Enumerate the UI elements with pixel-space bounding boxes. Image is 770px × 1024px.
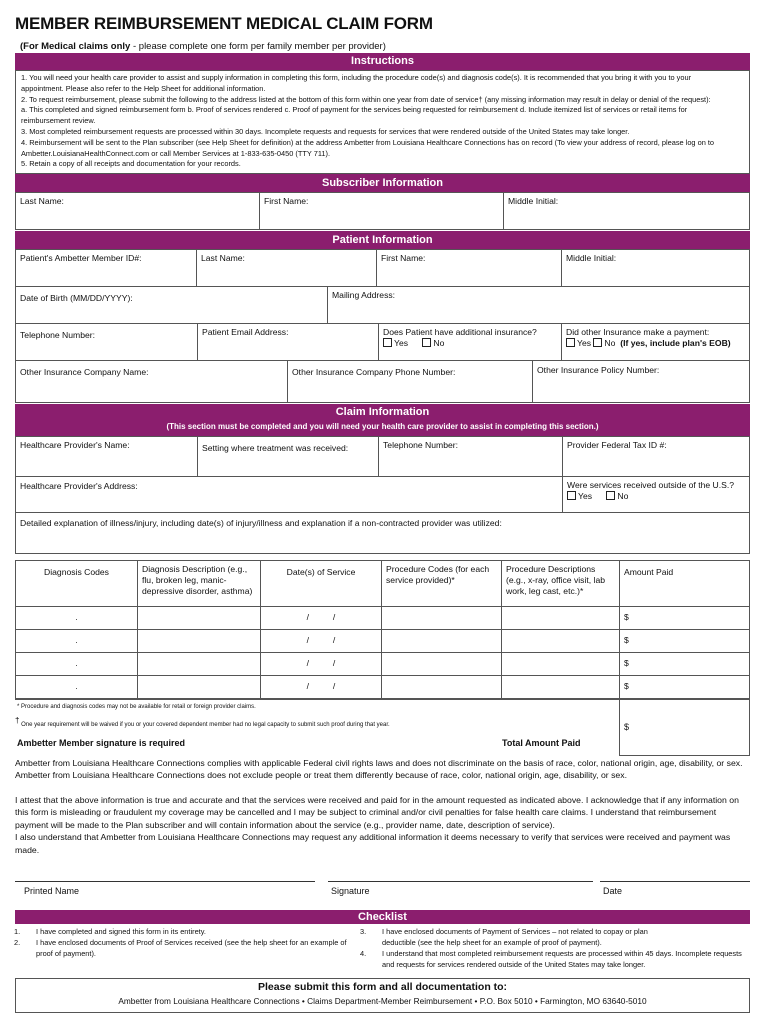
yes-checkbox[interactable] <box>567 491 576 500</box>
instruction-line: 1. You will need your health care provider to assist and supply information in completing this form, including the procedure code(s) and diagnosis code(s). It is recommended that you bring it with you to your <box>21 73 692 82</box>
if-yes-note: (If yes, include plan's EOB) <box>620 338 731 348</box>
other-insurance-company-field[interactable] <box>15 360 288 403</box>
label: Telephone Number: <box>20 330 96 340</box>
patient-mailing-address-field[interactable] <box>327 286 750 324</box>
printed-name-label: Printed Name <box>24 886 80 896</box>
submission-address: Ambetter from Louisiana Healthcare Connections • Claims Department-Member Reimbursement • P.O. Box 5010 • Farmington, MO 63640-5010 <box>118 996 647 1006</box>
table-cell[interactable]: . <box>15 675 138 699</box>
label: Does Patient have additional insurance? <box>383 327 537 337</box>
label: Healthcare Provider's Name: <box>20 440 130 450</box>
total-amount-label: Total Amount Paid <box>502 738 581 748</box>
footnote-procedure-codes: * Procedure and diagnosis codes may not be available for retail or foreign provider claims. <box>17 704 256 710</box>
checklist-num: 1. <box>14 927 21 936</box>
patient-first-name-field[interactable] <box>376 249 562 287</box>
checklist-num: 3. <box>360 927 367 936</box>
label: Setting where treatment was received: <box>202 443 349 453</box>
instructions-box <box>15 70 750 174</box>
footnote-one-year: One year requirement will be waived if you or your covered dependent member had no legal capacity to submit such proof during that year. <box>21 722 390 728</box>
attestation-line: payment will be made to the Plan subscriber and will contain information about the service (e.g., provider name, date, description of service). <box>15 819 555 830</box>
total-amount-field[interactable] <box>619 699 750 756</box>
yes-checkbox[interactable] <box>383 338 392 347</box>
yes-label: Yes <box>394 338 409 348</box>
provider-name-field[interactable] <box>15 436 198 477</box>
no-label: No <box>433 338 445 348</box>
table-cell[interactable] <box>501 675 620 699</box>
signature-required-note: Ambetter Member signature is required <box>17 738 186 748</box>
illness-explanation-field[interactable] <box>15 512 750 554</box>
label: Other Insurance Policy Number: <box>537 365 660 375</box>
checklist-item: I have enclosed documents of Payment of Services – not related to copay or plan deductible (see the help sheet for an example of proof of payment). <box>382 927 648 947</box>
no-label: No <box>604 338 616 348</box>
patient-middle-initial-field[interactable] <box>561 249 750 287</box>
no-label: No <box>617 491 629 501</box>
table-cell[interactable]: / / <box>260 606 382 630</box>
label: Detailed explanation of illness/injury, including date(s) of injury/illness and explanation if a non-contracted provider was utilized: <box>20 518 502 528</box>
label: Middle Initial: <box>508 196 559 206</box>
table-cell[interactable] <box>501 606 620 630</box>
subtitle-rest: - please complete one form per family member per provider) <box>130 41 386 52</box>
claim-title: Claim Information <box>335 406 430 418</box>
submission-box <box>15 978 750 1013</box>
civil-rights-notice <box>15 757 755 782</box>
table-cell[interactable] <box>137 675 261 699</box>
patient-last-name-field[interactable] <box>196 249 377 287</box>
instruction-line: a. This completed and signed reimbursement form b. Proof of services rendered c. Proof of payment for the services being requested for reimbursement d. Include itemized list of services or retail items for <box>21 105 688 115</box>
label: Mailing Address: <box>332 290 396 300</box>
attestation-line: I attest that the above information is true and accurate and that the services were received and paid for in the amount requested as indicated above. I acknowledge that if any information on <box>15 795 739 805</box>
instruction-line: 4. Reimbursement will be sent to the Plan subscriber (see Help Sheet for definition) at the address Ambetter from Louisiana Healthcare Connections has on record (To view your address of record, please log on to <box>21 137 715 147</box>
patient-header: Patient Information <box>15 231 750 249</box>
table-cell[interactable]: . <box>15 629 138 653</box>
label: Other Insurance Company Phone Number: <box>292 367 456 377</box>
attestation-line: I also understand that Ambetter from Louisiana Healthcare Connections may request any additional information it deems necessary to verify that services were received and payment was <box>15 832 731 843</box>
th-procedure-descriptions: Procedure Descriptions (e.g., x-ray, office visit, lab work, leg cast, etc.)* <box>501 560 620 607</box>
th-amount-paid: Amount Paid <box>619 560 750 607</box>
label: Patient's Ambetter Member ID#: <box>20 253 142 263</box>
checklist-item: I understand that most completed reimbursement requests are processed within 45 days. Incomplete requests and requests for services rendered outside of the United States may take longer. <box>382 949 742 969</box>
instruction-line: Ambetter.LouisianaHealthConnect.com or call Member Services at 1-833-635-0450 (TTY 711). <box>21 148 331 158</box>
table-cell[interactable] <box>381 629 502 653</box>
checklist-right <box>360 926 750 970</box>
table-cell[interactable] <box>137 629 261 653</box>
th-dates-of-service: Date(s) of Service <box>260 560 382 607</box>
signature-label: Signature <box>331 886 370 896</box>
instruction-line: 2. To request reimbursement, please submit the following to the address listed at the bottom of this form within one year from date of service† (any missing information may result in delay or denial of the request): <box>21 94 711 104</box>
footnote-dagger: † <box>15 716 20 725</box>
table-cell[interactable] <box>381 652 502 676</box>
attestation <box>15 794 755 856</box>
table-cell[interactable]: $ <box>619 675 750 699</box>
table-cell[interactable]: $ <box>619 629 750 653</box>
label: Telephone Number: <box>383 440 459 450</box>
checklist-left <box>14 926 359 959</box>
attestation-line: this form is misleading or fraudulent my coverage may be cancelled and I may be subject to criminal and/or civil penalties for false health care claims. I understand that reimbursement <box>15 807 717 818</box>
table-cell[interactable]: $ <box>619 652 750 676</box>
table-cell[interactable]: / / <box>260 629 382 653</box>
treatment-setting-field[interactable] <box>197 436 379 477</box>
table-cell[interactable] <box>501 652 620 676</box>
subscriber-first-name-field[interactable] <box>259 192 504 230</box>
subtitle-bold: (For Medical claims only <box>20 41 131 52</box>
checklist-num: 4. <box>360 949 367 958</box>
no-checkbox[interactable] <box>606 491 615 500</box>
subscriber-last-name-field[interactable] <box>15 192 260 230</box>
yes-label: Yes <box>578 491 593 501</box>
no-checkbox[interactable] <box>593 338 602 347</box>
patient-telephone-field[interactable] <box>15 323 198 361</box>
claim-header <box>15 404 750 436</box>
instruction-line: reimbursement review. <box>21 116 96 126</box>
label: Other Insurance Company Name: <box>20 367 149 377</box>
label: Last Name: <box>201 253 245 263</box>
label: Middle Initial: <box>566 253 617 263</box>
table-cell[interactable] <box>381 675 502 699</box>
label: Were services received outside of the U.S.? <box>567 480 735 490</box>
checklist-item: I have enclosed documents of Proof of Services received (see the help sheet for an example of proof of payment). <box>36 938 347 958</box>
dollar-sign: $ <box>624 722 630 732</box>
provider-tax-id-field[interactable] <box>562 436 750 477</box>
no-checkbox[interactable] <box>422 338 431 347</box>
form-subtitle <box>20 41 386 52</box>
other-insurance-phone-field[interactable] <box>287 360 533 403</box>
table-cell[interactable]: . <box>15 606 138 630</box>
checklist-num: 2. <box>14 938 21 947</box>
table-cell[interactable] <box>381 606 502 630</box>
civil-rights-line: Ambetter from Louisiana Healthcare Connections complies with applicable Federal civil rights laws and does not discriminate on the basis of race, color, national origin, age, disability, or sex. <box>15 758 743 768</box>
attestation-line: made. <box>15 844 40 855</box>
table-cell[interactable]: . <box>15 652 138 676</box>
provider-telephone-field[interactable] <box>378 436 563 477</box>
form-title: MEMBER REIMBURSEMENT MEDICAL CLAIM FORM <box>15 14 433 33</box>
date-label: Date <box>603 886 623 896</box>
other-insurance-policy-field[interactable] <box>532 360 750 403</box>
label: Healthcare Provider's Address: <box>20 481 138 491</box>
civil-rights-line: Ambetter from Louisiana Healthcare Connections does not exclude people or treat them differently because of race, color, national origin, age, disability, or sex. <box>15 770 628 781</box>
claim-subtitle: (This section must be completed and you will need your health care provider to assist in completing this section.) <box>166 422 599 431</box>
th-procedure-codes: Procedure Codes (for each service provided)* <box>381 560 502 607</box>
table-cell[interactable] <box>137 606 261 630</box>
table-cell[interactable] <box>137 652 261 676</box>
th-diagnosis-codes: Diagnosis Codes <box>15 560 138 607</box>
table-cell[interactable]: / / <box>260 652 382 676</box>
th-diagnosis-description: Diagnosis Description (e.g., flu, broken leg, manic-depressive disorder, asthma) <box>137 560 261 607</box>
patient-member-id-field[interactable] <box>15 249 197 287</box>
checklist-item: I have completed and signed this form in its entirety. <box>36 927 206 936</box>
instruction-line: 3. Most completed reimbursement requests are processed within 30 days. Incomplete requests and requests for services that were rendered outside of the United States may take longer. <box>21 126 630 136</box>
patient-dob-field[interactable] <box>15 286 328 324</box>
other-insurance-payment-question <box>561 323 750 361</box>
outside-us-question <box>562 476 750 513</box>
date-line[interactable] <box>600 881 750 882</box>
label: Provider Federal Tax ID #: <box>567 440 667 450</box>
label: Did other Insurance make a payment: <box>566 327 710 337</box>
table-cell[interactable]: / / <box>260 675 382 699</box>
printed-name-line[interactable] <box>15 881 315 882</box>
signature-line[interactable] <box>328 881 593 882</box>
additional-insurance-question <box>378 323 562 361</box>
table-cell[interactable]: $ <box>619 606 750 630</box>
table-cell[interactable] <box>501 629 620 653</box>
provider-address-field[interactable] <box>15 476 563 513</box>
checklist-header: Checklist <box>15 910 750 924</box>
yes-checkbox[interactable] <box>566 338 575 347</box>
submission-title: Please submit this form and all documentation to: <box>257 981 508 993</box>
instruction-line: appointment. Please also refer to the Help Sheet for additional information. <box>21 83 266 93</box>
label: Patient Email Address: <box>202 327 289 337</box>
label: Last Name: <box>20 196 64 206</box>
label: First Name: <box>381 253 426 263</box>
subscriber-header: Subscriber Information <box>15 174 750 192</box>
subscriber-middle-initial-field[interactable] <box>503 192 750 230</box>
patient-email-field[interactable] <box>197 323 379 361</box>
label: First Name: <box>264 196 309 206</box>
label: Date of Birth (MM/DD/YYYY): <box>20 293 133 303</box>
yes-label: Yes <box>577 338 592 348</box>
instruction-line: 5. Retain a copy of all receipts and documentation for your records. <box>21 159 241 169</box>
instructions-header: Instructions <box>15 53 750 70</box>
